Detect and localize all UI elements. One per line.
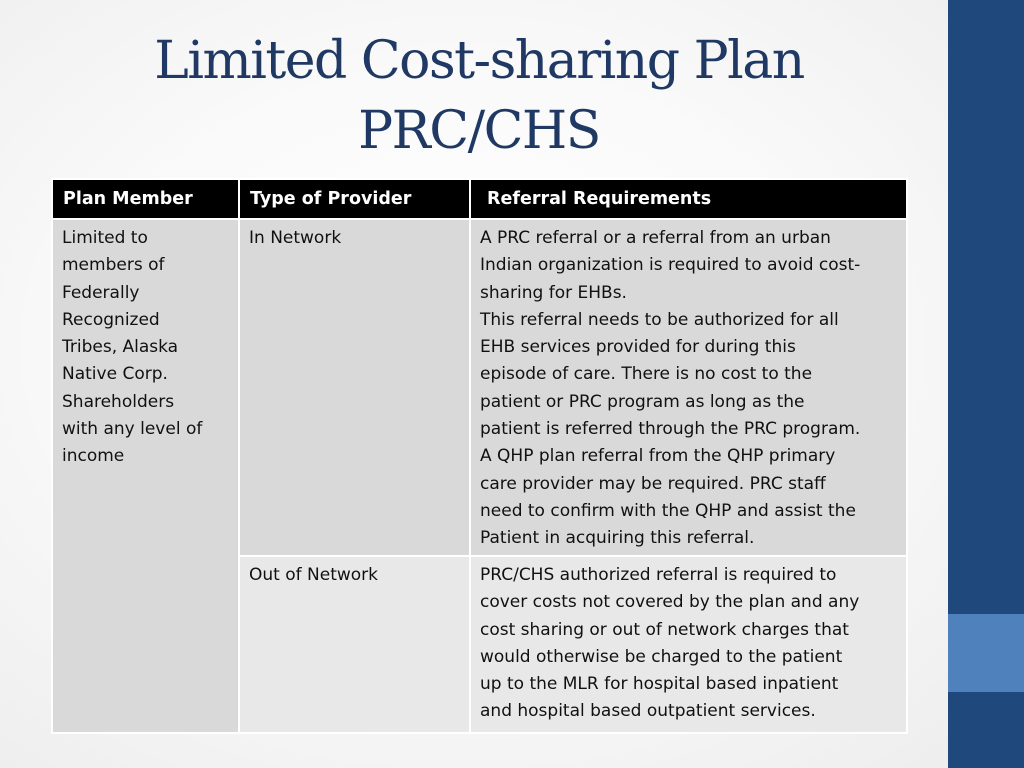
plan-member-line: Native Corp. [62,364,168,385]
requirement-line: PRC/CHS authorized referral is required to [480,565,837,585]
provider-out-of-network: Out of Network [249,565,378,585]
plan-member-line: Shareholders [62,391,175,412]
requirement-line: patient or PRC program as long as the [480,391,805,412]
in-network-requirements-cell [470,219,907,556]
header-type-of-provider: Type of Provider [239,179,470,219]
plan-member-line: with any level of [62,419,203,440]
plan-member-line: income [62,446,125,467]
requirement-line: episode of care. There is no cost to the [480,364,813,385]
provider-out-of-network-cell [239,556,470,733]
requirement-line: and hospital based outpatient services. [480,701,816,722]
requirement-line: cost sharing or out of network charges that [480,619,849,640]
header-referral-requirements: Referral Requirements [470,179,907,219]
requirement-line: This referral needs to be authorized for all [480,309,839,330]
requirement-line: would otherwise be charged to the patient [480,646,843,667]
requirement-line: sharing for EHBs. [480,282,627,303]
plan-member-line: Tribes, Alaska [62,337,179,358]
plan-member-line: Limited to [62,228,148,248]
requirement-line: cover costs not covered by the plan and any [480,592,860,613]
header-plan-member: Plan Member [52,179,239,219]
plan-member-line: Recognized [62,309,160,330]
referral-table [51,178,908,734]
requirement-line: patient is referred through the PRC program. [480,419,861,440]
slide-title [0,26,958,166]
requirement-line: A QHP plan referral from the QHP primary [480,446,836,467]
plan-member-line: Federally [62,282,140,303]
provider-in-network-cell [239,219,470,556]
sidebar-accent-band [948,614,1024,692]
requirement-line: EHB services provided for during this [480,337,796,358]
requirement-line: care provider may be required. PRC staff [480,473,826,494]
plan-member-cell [52,219,239,733]
requirement-line: Patient in acquiring this referral. [480,528,755,549]
table-row-in-network [52,219,907,556]
requirement-line: up to the MLR for hospital based inpatient [480,674,839,695]
slide-title-line-2: PRC/CHS [358,101,600,161]
plan-member-line: members of [62,255,165,276]
provider-in-network: In Network [249,228,342,248]
requirement-line: A PRC referral or a referral from an urban [480,228,831,248]
out-of-network-requirements-cell [470,556,907,733]
table-header-row [52,179,907,219]
requirement-line: Indian organization is required to avoid cost- [480,255,861,276]
slide-title-line-1: Limited Cost-sharing Plan [154,31,804,91]
requirement-line: need to confirm with the QHP and assist the [480,500,856,521]
